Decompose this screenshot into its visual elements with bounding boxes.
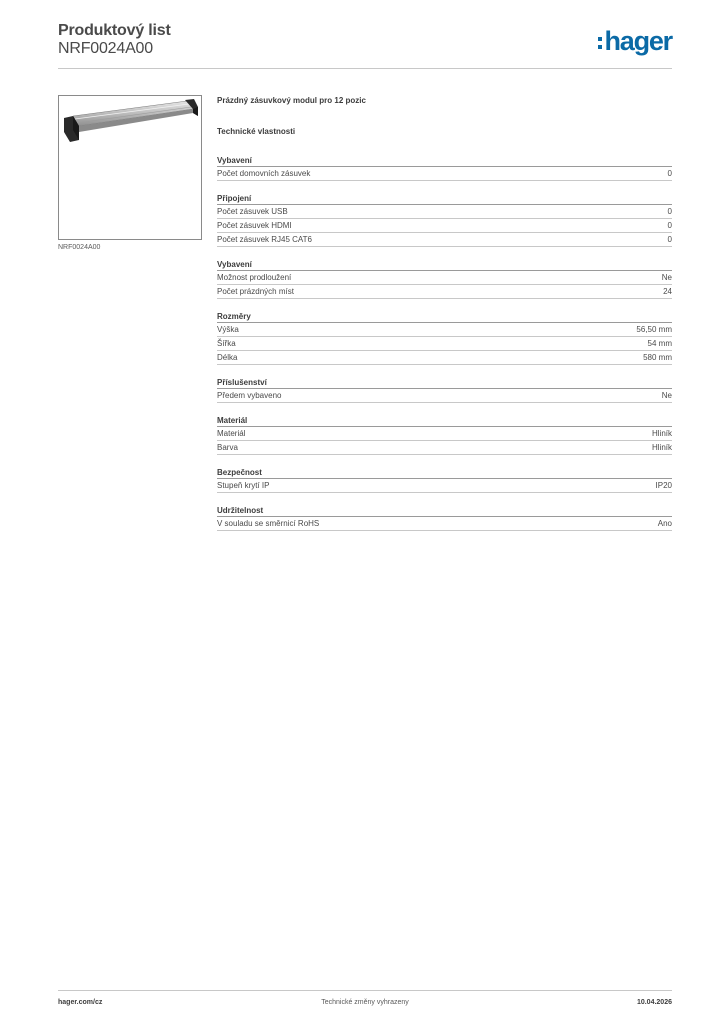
spec-row (217, 479, 672, 493)
spec-value: 54 mm (647, 339, 672, 348)
spec-group-title: Připojení (217, 192, 672, 205)
spec-group (217, 504, 672, 531)
footer-note: Technické změny vyhrazeny (321, 999, 409, 1006)
spec-label: Počet zásuvek HDMI (217, 221, 292, 230)
spec-group-title: Udržitelnost (217, 504, 672, 517)
spec-value: 56,50 mm (636, 325, 672, 334)
spec-value: 580 mm (643, 353, 672, 362)
spec-row (217, 167, 672, 181)
spec-group (217, 192, 672, 247)
spec-label: Předem vybaveno (217, 391, 282, 400)
spec-label: Výška (217, 325, 239, 334)
spec-row (217, 271, 672, 285)
spec-value: 0 (667, 235, 672, 244)
spec-value: Ne (661, 273, 672, 282)
spec-row (217, 389, 672, 403)
spec-group-title: Vybavení (217, 154, 672, 167)
spec-value: 0 (667, 221, 672, 230)
image-caption: NRF0024A00 (58, 244, 101, 251)
spec-row (217, 427, 672, 441)
product-name: Prázdný zásuvkový modul pro 12 pozic (217, 96, 366, 105)
spec-row (217, 285, 672, 299)
spec-value: Ano (657, 519, 672, 528)
spec-group-title: Materiál (217, 414, 672, 427)
product-code: NRF0024A00 (58, 40, 153, 57)
page-header (58, 22, 672, 69)
spec-table (217, 154, 672, 531)
spec-label: Délka (217, 353, 238, 362)
spec-value: 0 (667, 207, 672, 216)
spec-row (217, 517, 672, 531)
product-photo-icon (59, 96, 201, 239)
footer-date: 10.04.2026 (636, 999, 672, 1006)
spec-value: 0 (667, 169, 672, 178)
spec-label: Možnost prodloužení (217, 273, 292, 282)
spec-value: IP20 (655, 481, 672, 490)
page-title: Produktový list (58, 22, 171, 39)
spec-group-title: Bezpečnost (217, 466, 672, 479)
spec-label: V souladu se směrnicí RoHS (217, 519, 320, 528)
spec-group (217, 414, 672, 455)
spec-row (217, 441, 672, 455)
spec-group-title: Příslušenství (217, 376, 672, 389)
spec-label: Barva (217, 443, 238, 452)
spec-value: 24 (663, 287, 672, 296)
spec-group (217, 258, 672, 299)
spec-row (217, 219, 672, 233)
spec-label: Stupeň krytí IP (217, 481, 270, 490)
main-content (217, 96, 672, 542)
spec-group (217, 466, 672, 493)
spec-row (217, 351, 672, 365)
logo-text: hager (604, 25, 672, 56)
spec-group (217, 154, 672, 181)
spec-value: Hliník (651, 443, 672, 452)
footer-website: hager.com/cz (58, 999, 103, 1006)
spec-value: Ne (661, 391, 672, 400)
spec-group-title: Vybavení (217, 258, 672, 271)
product-image (58, 95, 202, 240)
logo-dots-icon (598, 37, 602, 49)
spec-label: Počet zásuvek RJ45 CAT6 (217, 235, 313, 244)
tech-heading: Technické vlastnosti (217, 127, 296, 136)
spec-group (217, 376, 672, 403)
spec-row (217, 337, 672, 351)
spec-label: Počet prázdných míst (217, 287, 294, 296)
spec-group-title: Rozměry (217, 310, 672, 323)
spec-label: Počet zásuvek USB (217, 207, 288, 216)
page-footer (58, 990, 672, 1010)
spec-group (217, 310, 672, 365)
spec-row (217, 323, 672, 337)
spec-label: Počet domovních zásuvek (217, 169, 311, 178)
spec-row (217, 233, 672, 247)
spec-row (217, 205, 672, 219)
hager-logo (598, 27, 672, 55)
spec-label: Šířka (217, 339, 236, 348)
spec-value: Hliník (651, 429, 672, 438)
spec-label: Materiál (217, 429, 246, 438)
